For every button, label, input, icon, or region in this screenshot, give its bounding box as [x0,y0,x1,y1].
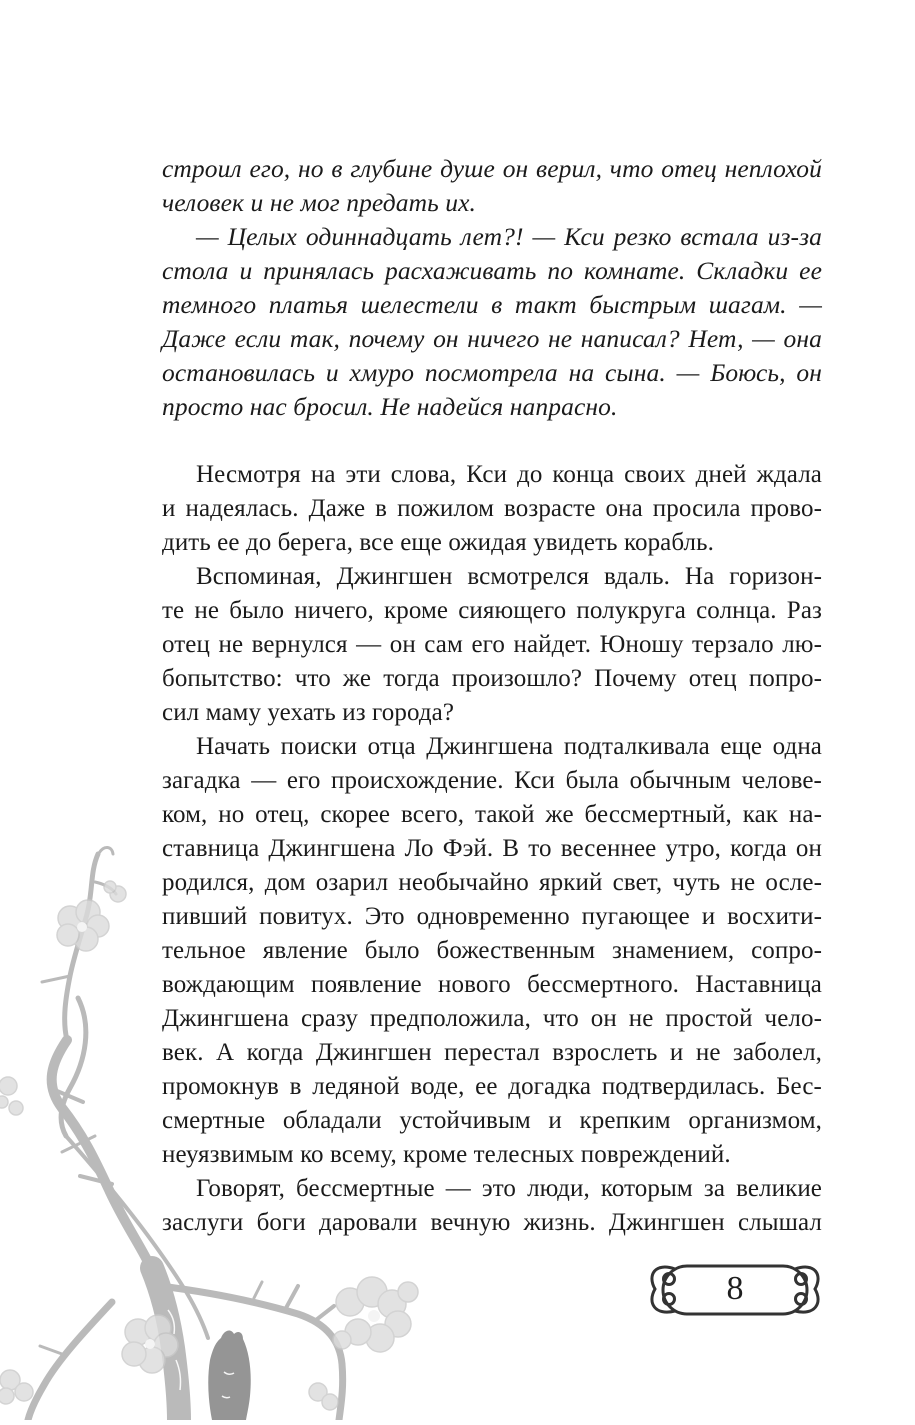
text-line: и надеялась. Даже в пожилом возрасте она просила прово- [162,495,822,522]
text-line: Несмотря на эти слова, Кси до конца своих дней ждала [196,461,822,488]
text-line: бопытство: что же тогда произошло? Почему отец попро- [162,665,822,692]
text-line: темного платья шелестели в такт быстрым шагам. — [162,290,822,319]
text-line: Вспоминая, Джингшен всмотрелся вдаль. На горизон- [196,563,822,590]
text-line: век. А когда Джингшен перестал взрослеть и не заболел, [162,1039,822,1066]
text-line: родился, дом озарил необычайно яркий свет, чуть не осле- [162,869,822,896]
text-block [162,152,822,1240]
text-line: вождающим появление нового бессмертного. Наставница [162,971,822,998]
text-line: заслуги боги даровали вечную жизнь. Джингшен слышал [162,1209,822,1236]
text-line: стола и принялась расхаживать по комнате. Складки ее [162,256,822,285]
page-number: 8 [726,1270,744,1307]
text-line: неуязвимым ко всему, кроме телесных повреждений. [162,1141,731,1168]
text-line: отец не вернулся — он сам его найдет. Юношу терзало лю- [162,631,822,658]
silhouette-highlights [168,1310,234,1398]
text-line: пивший повитух. Это одновременно пугающее и восхити- [162,903,822,930]
text-line: просто нас бросил. Не надейся напрасно. [162,392,618,421]
page-number-ornament [645,1252,825,1324]
text-line: дить ее до берега, все еще ожидая увидеть корабль. [162,529,714,556]
text-line: смертные обладали устойчивым и крепким организмом, [162,1107,822,1134]
text-line: остановилась и хмуро посмотрела на сына. — Боюсь, он [162,358,822,387]
text-line: те не было ничего, кроме сияющего полукруга солнца. Раз [162,597,822,624]
text-line: Говорят, бессмертные — это люди, которым за великие [196,1175,822,1202]
text-line: человек и не мог предать их. [162,188,477,217]
text-line: промокнув в ледяной воде, ее догадка подтвердилась. Бес- [162,1073,822,1100]
text-line: строил его, но в глубине душе он верил, что отец неплохой [162,154,822,183]
text-line: — Целых одиннадцать лет?! — Кси резко встала из-за [196,222,822,251]
cat-silhouette [208,1331,250,1420]
text-line: загадка — его происхождение. Кси была обычным челове- [162,767,822,794]
paragraph-gap [162,424,822,458]
text-line: Джингшена сразу предположила, что он не простой чело- [162,1005,822,1032]
text-line: Начать поиски отца Джингшена подталкивала еще одна [196,733,822,760]
text-line: ставница Джингшена Ло Фэй. В то весеннее утро, когда он [162,835,822,862]
text-line: Даже если так, почему он ничего не написал? Нет, — она [162,324,822,353]
text-line: тельное явление было божественным знамением, сопро- [162,937,822,964]
text-line: ком, но отец, скорее всего, такой же бессмертный, как на- [162,801,822,828]
text-line: сил маму уехать из города? [162,699,455,726]
